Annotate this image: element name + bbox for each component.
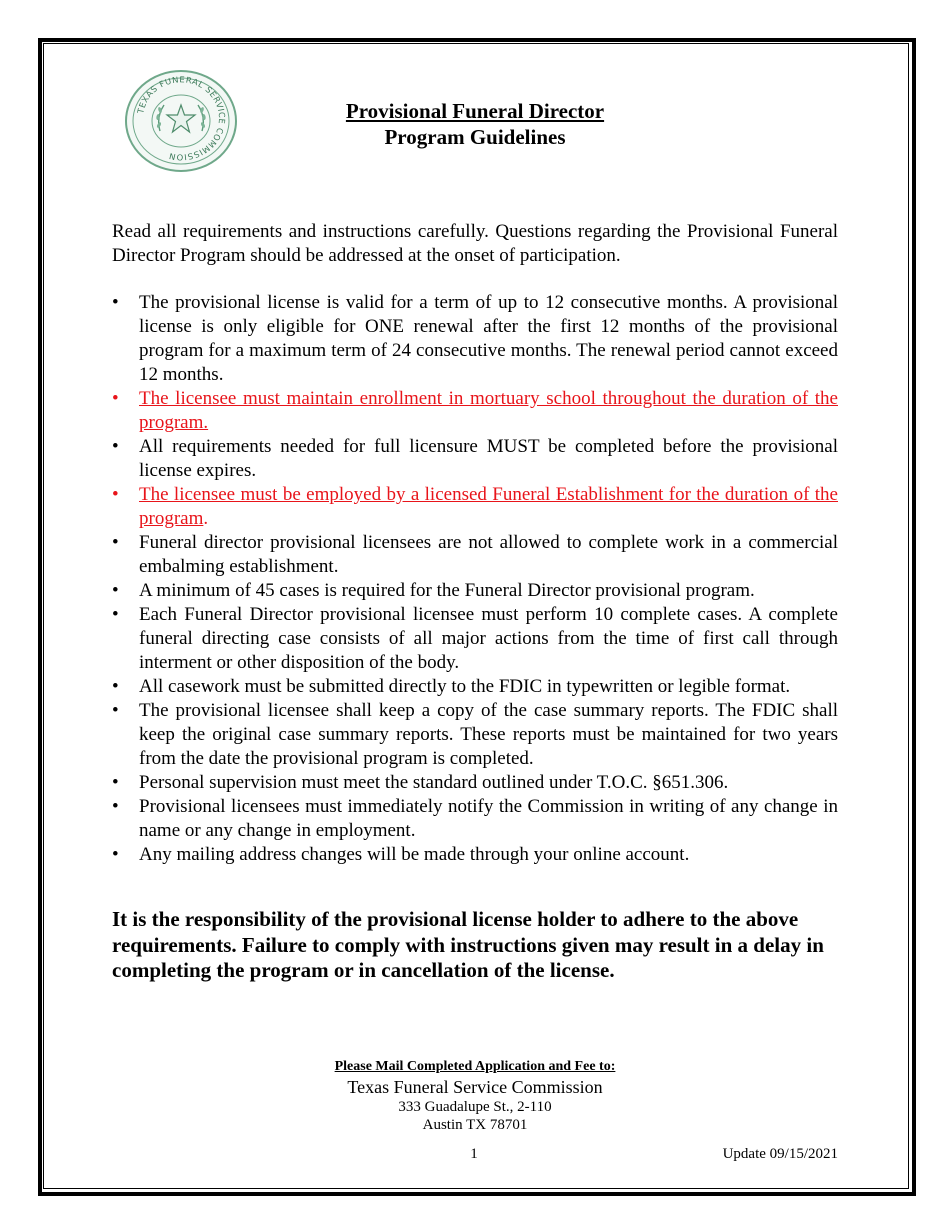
bullet-icon: • — [112, 772, 119, 793]
list-item-text: The licensee must be employed by a licensed Funeral Establishment for the duration of the program — [139, 484, 838, 529]
commission-seal-logo — [124, 69, 238, 173]
bullet-icon: • — [112, 700, 119, 721]
mailing-address-block — [300, 1058, 650, 1134]
bullet-icon: • — [112, 436, 119, 457]
mailing-address-line-1: 333 Guadalupe St., 2-110 — [398, 1099, 552, 1115]
title-line-1: Provisional Funeral Director — [345, 99, 605, 123]
list-item — [112, 699, 838, 771]
list-item-text: The licensee must maintain enrollment in mortuary school throughout the duration of the program. — [139, 388, 838, 433]
list-item — [112, 291, 838, 387]
bullet-icon: • — [112, 604, 119, 625]
list-item-highlighted — [112, 387, 838, 435]
bullet-icon: • — [112, 844, 119, 865]
mailing-address-line-2: Austin TX 78701 — [422, 1117, 528, 1133]
list-item — [112, 435, 838, 483]
bullet-icon: • — [112, 532, 119, 553]
list-item — [112, 771, 838, 795]
list-item-text: The provisional license is valid for a term of up to 12 consecutive months. A provisional license is only eligible for ONE renewal after the first 12 months of the provisional program for a maximum term of 24 consecutive months. The renewal period cannot exceed 12 months. — [139, 292, 838, 385]
update-date: Update 09/15/2021 — [722, 1146, 838, 1162]
list-item-text: Funeral director provisional licensees are not allowed to complete work in a commercial embalming establishment. — [139, 532, 838, 577]
bullet-icon: • — [112, 484, 119, 505]
list-item — [112, 675, 838, 699]
list-item — [112, 843, 838, 867]
list-item-suffix: . — [203, 508, 209, 529]
bullet-icon: • — [112, 796, 119, 817]
page-title — [340, 98, 610, 150]
requirements-list — [112, 291, 838, 867]
bullet-icon: • — [112, 580, 119, 601]
mailing-heading: Please Mail Completed Application and Fee to: — [334, 1059, 616, 1074]
list-item-text: Provisional licensees must immediately notify the Commission in writing of any change in name or any change in employment. — [139, 796, 838, 841]
svg-text:TEXAS FUNERAL SERVICE COMMISSI: TEXAS FUNERAL SERVICE COMMISSION — [135, 74, 228, 163]
list-item-text: Personal supervision must meet the standard outlined under T.O.C. §651.306. — [139, 772, 729, 793]
page-number: 1 — [470, 1146, 478, 1162]
list-item — [112, 579, 838, 603]
list-item — [112, 795, 838, 843]
list-item-text: Each Funeral Director provisional licensee must perform 10 complete cases. A complete funeral directing case consists of all major actions from the time of first call through interment or other disposition of the body. — [139, 604, 838, 673]
bullet-icon: • — [112, 388, 119, 409]
list-item-text: All requirements needed for full licensure MUST be completed before the provisional license expires. — [139, 436, 838, 481]
responsibility-warning: It is the responsibility of the provisional license holder to adhere to the above requirements. Failure to comply with instructions given may result in a delay in completing the program or in cancellation of the license. — [112, 907, 824, 982]
list-item-text: The provisional licensee shall keep a copy of the case summary reports. The FDIC shall keep the original case summary reports. These reports must be maintained for two years from the date the provisional program is completed. — [139, 700, 838, 769]
list-item-text: Any mailing address changes will be made through your online account. — [139, 844, 690, 865]
list-item — [112, 531, 838, 579]
list-item — [112, 603, 838, 675]
intro-paragraph: Read all requirements and instructions carefully. Questions regarding the Provisional Funeral Director Program should be addressed at the onset of participation. — [112, 221, 838, 266]
title-line-2: Program Guidelines — [384, 125, 566, 149]
bullet-icon: • — [112, 676, 119, 697]
mailing-organization: Texas Funeral Service Commission — [347, 1077, 603, 1097]
bullet-icon: • — [112, 292, 119, 313]
list-item-text: A minimum of 45 cases is required for the Funeral Director provisional program. — [139, 580, 755, 601]
list-item-text: All casework must be submitted directly to the FDIC in typewritten or legible format. — [139, 676, 791, 697]
list-item-highlighted — [112, 483, 838, 531]
